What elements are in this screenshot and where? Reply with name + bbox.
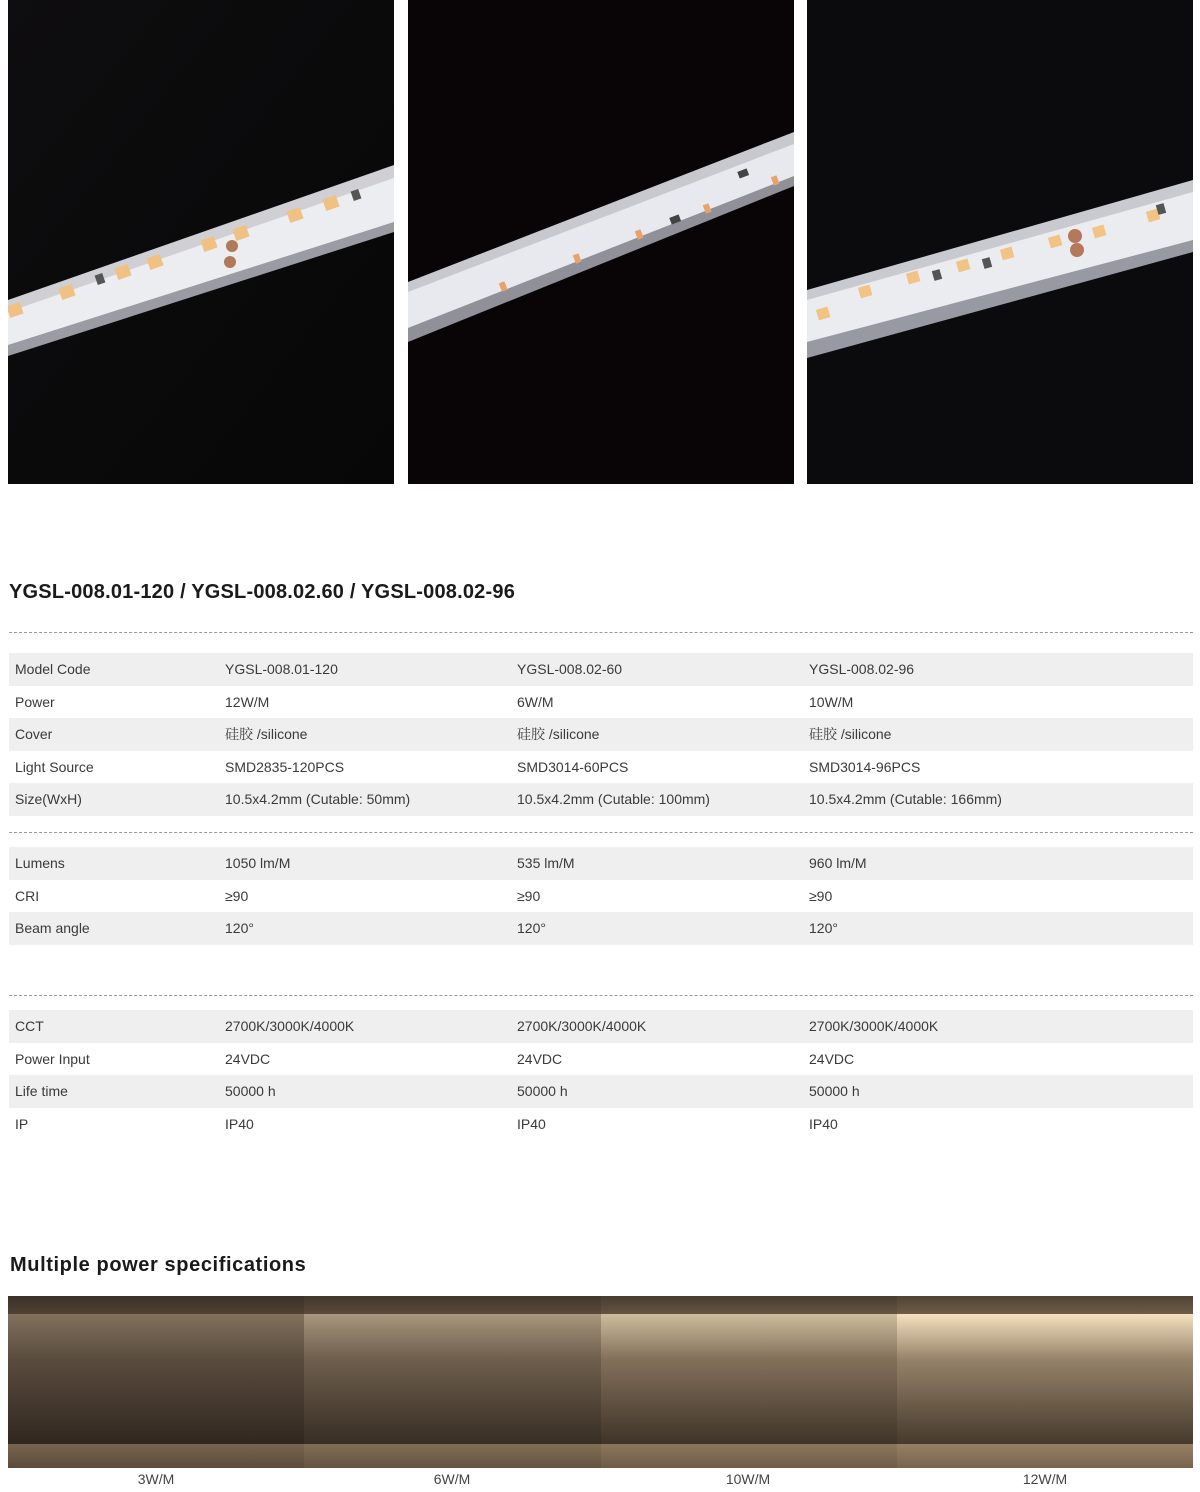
- spec-row-cct: [9, 1010, 1193, 1043]
- spec-value: SMD2835-120PCS: [225, 758, 345, 775]
- power-panel-6w: [304, 1296, 600, 1468]
- spec-label: CRI: [15, 887, 40, 904]
- spec-row-model-code: [9, 653, 1193, 686]
- led-strip-illustration: [807, 0, 1193, 484]
- spec-value: 10W/M: [809, 693, 854, 710]
- power-label: 6W/M: [433, 1471, 471, 1487]
- spec-value: 硅胶 /silicone: [517, 726, 600, 742]
- power-comparison-strip: [8, 1296, 1193, 1468]
- spec-value: YGSL-008.01-120: [225, 661, 338, 677]
- spec-value: 24VDC: [517, 1050, 563, 1067]
- spec-label: CCT: [15, 1018, 44, 1034]
- spec-value: ≥90: [225, 887, 249, 904]
- spec-label: Life time: [15, 1083, 68, 1099]
- spec-value: 2700K/3000K/4000K: [225, 1018, 355, 1034]
- spec-value: YGSL-008.02-60: [517, 661, 623, 677]
- product-photo-row: [8, 0, 1193, 484]
- spec-label: Cover: [15, 726, 53, 742]
- spec-value: IP40: [809, 1115, 838, 1132]
- spec-value: 960 lm/M: [809, 855, 867, 871]
- divider: [9, 632, 1193, 633]
- power-panel-12w: [897, 1296, 1193, 1468]
- spec-label: Beam angle: [15, 920, 90, 936]
- spec-value: 50000 h: [225, 1083, 276, 1099]
- spec-label: Model Code: [15, 661, 91, 677]
- power-panel-10w: [601, 1296, 897, 1468]
- spec-value: 120°: [225, 920, 254, 936]
- spec-value: 10.5x4.2mm (Cutable: 50mm): [225, 791, 411, 807]
- led-strip-illustration: [8, 0, 394, 484]
- spec-row-power: [9, 686, 1193, 719]
- spec-value: IP40: [517, 1115, 546, 1132]
- spec-label: Power: [15, 693, 55, 710]
- spec-value: ≥90: [517, 887, 541, 904]
- spec-label: IP: [15, 1115, 29, 1132]
- power-section-title: Multiple power specifications: [10, 1254, 307, 1276]
- spec-value: 10.5x4.2mm (Cutable: 166mm): [809, 791, 1002, 807]
- divider: [9, 832, 1193, 833]
- spec-row-cover: [9, 718, 1193, 751]
- power-label: 12W/M: [1022, 1471, 1068, 1487]
- spec-row-lumens: [9, 847, 1193, 880]
- spec-value: YGSL-008.02-96: [809, 661, 915, 677]
- spec-value: 2700K/3000K/4000K: [809, 1018, 939, 1034]
- spec-row-power-input: [9, 1043, 1193, 1076]
- strip-photo-120: [8, 0, 394, 484]
- spec-value: 12W/M: [225, 693, 270, 710]
- spec-value: 2700K/3000K/4000K: [517, 1018, 647, 1034]
- spec-value: IP40: [225, 1115, 254, 1132]
- spec-value: 50000 h: [809, 1083, 860, 1099]
- spec-label: Power Input: [15, 1050, 90, 1067]
- spec-row-cri: [9, 880, 1193, 913]
- spec-value: 120°: [517, 920, 546, 936]
- spec-value: 6W/M: [517, 693, 554, 710]
- spec-label: Lumens: [15, 855, 65, 871]
- strip-photo-60: [408, 0, 794, 484]
- divider: [9, 995, 1193, 996]
- spec-value: 50000 h: [517, 1083, 568, 1099]
- spec-table-optical: [9, 847, 1193, 945]
- spec-row-beam-angle: [9, 912, 1193, 945]
- spec-label: Light Source: [15, 758, 94, 775]
- spec-row-life-time: [9, 1075, 1193, 1108]
- power-panel-3w: [8, 1296, 304, 1468]
- spec-label: Size(WxH): [15, 791, 82, 807]
- spec-table-basic: [9, 653, 1193, 816]
- power-label: 10W/M: [725, 1471, 771, 1487]
- spec-value: 24VDC: [809, 1050, 855, 1067]
- spec-value: 24VDC: [225, 1050, 271, 1067]
- spec-value: ≥90: [809, 887, 833, 904]
- spec-value: SMD3014-96PCS: [809, 758, 921, 775]
- spec-row-light-source: [9, 751, 1193, 784]
- spec-value: 10.5x4.2mm (Cutable: 100mm): [517, 791, 710, 807]
- spec-table-electrical: [9, 1010, 1193, 1140]
- spec-value: SMD3014-60PCS: [517, 758, 629, 775]
- model-title: YGSL-008.01-120 / YGSL-008.02.60 / YGSL-008.02-96: [9, 581, 516, 603]
- spec-value: 硅胶 /silicone: [225, 726, 308, 742]
- spec-value: 1050 lm/M: [225, 855, 291, 871]
- spec-row-size: [9, 783, 1193, 816]
- led-strip-illustration: [408, 0, 794, 484]
- strip-photo-96: [807, 0, 1193, 484]
- power-label: 3W/M: [137, 1471, 175, 1487]
- spec-value: 硅胶 /silicone: [809, 726, 892, 742]
- spec-value: 120°: [809, 920, 838, 936]
- spec-value: 535 lm/M: [517, 855, 575, 871]
- spec-row-ip: [9, 1108, 1193, 1141]
